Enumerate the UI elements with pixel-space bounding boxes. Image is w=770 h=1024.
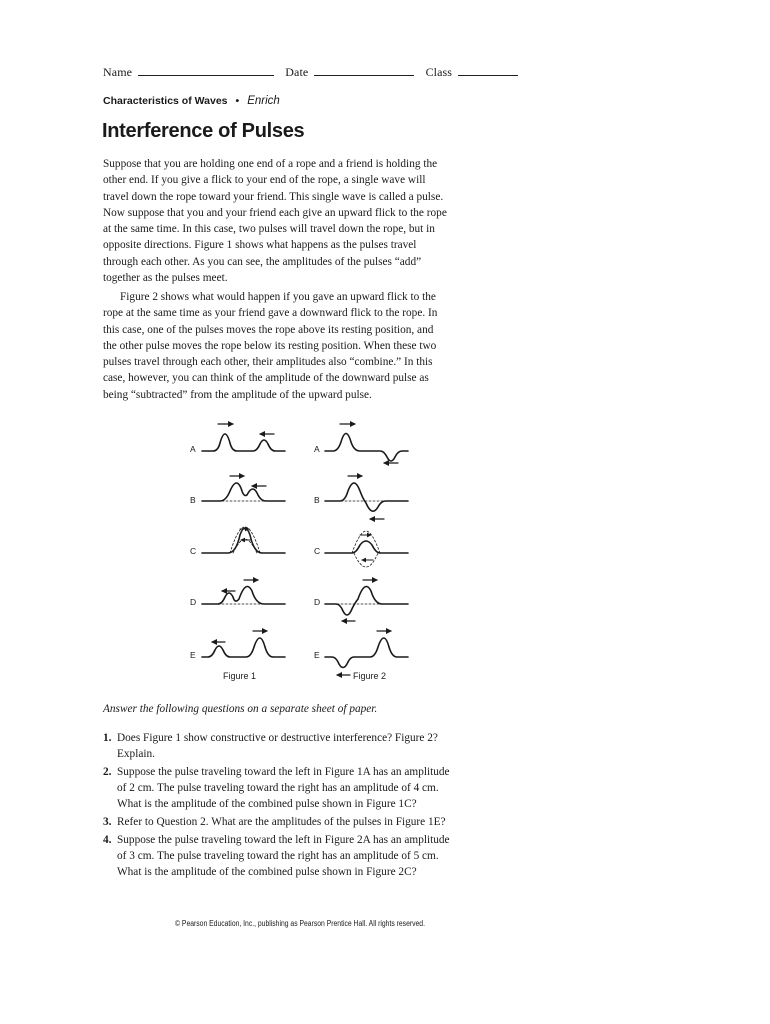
question-number: 2.: [103, 766, 112, 778]
question-text: Suppose the pulse traveling toward the left in Figure 2A has an amplitude of 3 cm. The pulse traveling toward the right has an amplitude of 5 cm. What is the amplitude of the combined pulse shown in Figure 2C?: [117, 834, 450, 878]
fig1-label-a: A: [190, 444, 196, 454]
question-text: Suppose the pulse traveling toward the left in Figure 1A has an amplitude of 2 cm. The pulse traveling toward the right has an amplitude of 4 cm. What is the amplitude of the combined pulse shown in Figure 1C?: [117, 766, 450, 810]
page-title: Interference of Pulses: [102, 120, 305, 142]
figure1-row-b: [190, 476, 285, 505]
fig2-label-c: C: [314, 546, 321, 556]
bullet: •: [235, 95, 240, 107]
instructions: Answer the following questions on a separate sheet of paper.: [103, 703, 378, 715]
question-number: 4.: [103, 834, 112, 846]
figure2-row-b: [314, 476, 408, 519]
question-item: [103, 814, 453, 830]
question-text: Does Figure 1 show constructive or destructive interference? Figure 2? Explain.: [117, 732, 438, 760]
question-list: [103, 730, 453, 882]
figure2-row-e: [314, 631, 408, 675]
paragraph-1: Suppose that you are holding one end of a rope and a friend is holding the other end. If you give a flick to your end of the rope, a single wave will travel down the rope toward your friend. This single wave is called a pulse. Now suppose that you and your friend each give an upward flick to the rope at the same time. In this case, two pulses will travel down the rope, but in opposite directions. Figure 1 shows what happens as the pulses travel through each other. As you can see, the amplitudes of the pulses “add” together as the pulses meet.: [103, 158, 447, 285]
date-label: Date: [285, 65, 309, 79]
question-item: [103, 764, 453, 812]
name-blank: [138, 65, 274, 76]
figure1-row-a: [190, 424, 285, 454]
worksheet-header: [103, 65, 518, 80]
question-item: [103, 832, 453, 880]
figure2-row-d: [314, 580, 408, 621]
question-item: [103, 730, 453, 762]
question-text: Refer to Question 2. What are the amplitudes of the pulses in Figure 1E?: [117, 816, 446, 828]
figure2-row-a: [314, 424, 408, 463]
fig1-label-c: C: [190, 546, 197, 556]
fig2-label-d: D: [314, 597, 321, 607]
fig2-label-b: B: [314, 495, 320, 505]
fig1-label-d: D: [190, 597, 197, 607]
class-label: Class: [425, 65, 453, 79]
section-line: [103, 95, 280, 107]
chapter-name: Characteristics of Waves: [103, 95, 228, 107]
class-blank: [458, 65, 518, 76]
copyright-footer: © Pearson Education, Inc., publishing as Pearson Prentice Hall. All rights reserved.: [175, 919, 425, 928]
date-blank: [314, 65, 414, 76]
figure2-caption: Figure 2: [353, 671, 387, 681]
question-number: 3.: [103, 816, 112, 828]
figure1-caption: Figure 1: [223, 671, 257, 681]
paragraph-2: Figure 2 shows what would happen if you gave an upward flick to the rope at the same time as your friend gave a downward flick to the rope. In this case, one of the pulses moves the rope above its resting position, and the other pulse moves the rope below its resting position. When these two pulses travel through each other, their amplitudes also “combine.” In this case, however, you can think of the amplitude of the downward pulse as being “subtracted” from the amplitude of the upward pulse.: [103, 291, 438, 401]
fig2-label-a: A: [314, 444, 320, 454]
figure1-row-e: [190, 631, 285, 660]
fig1-label-b: B: [190, 495, 196, 505]
figure1-row-c: [190, 527, 285, 556]
question-number: 1.: [103, 732, 112, 744]
fig1-label-e: E: [190, 650, 196, 660]
figure2-row-c: [314, 531, 408, 567]
interference-figures: [180, 415, 430, 695]
figure1-row-d: [190, 580, 285, 607]
section-type: Enrich: [247, 95, 280, 107]
fig2-label-e: E: [314, 650, 320, 660]
name-label: Name: [103, 65, 133, 79]
